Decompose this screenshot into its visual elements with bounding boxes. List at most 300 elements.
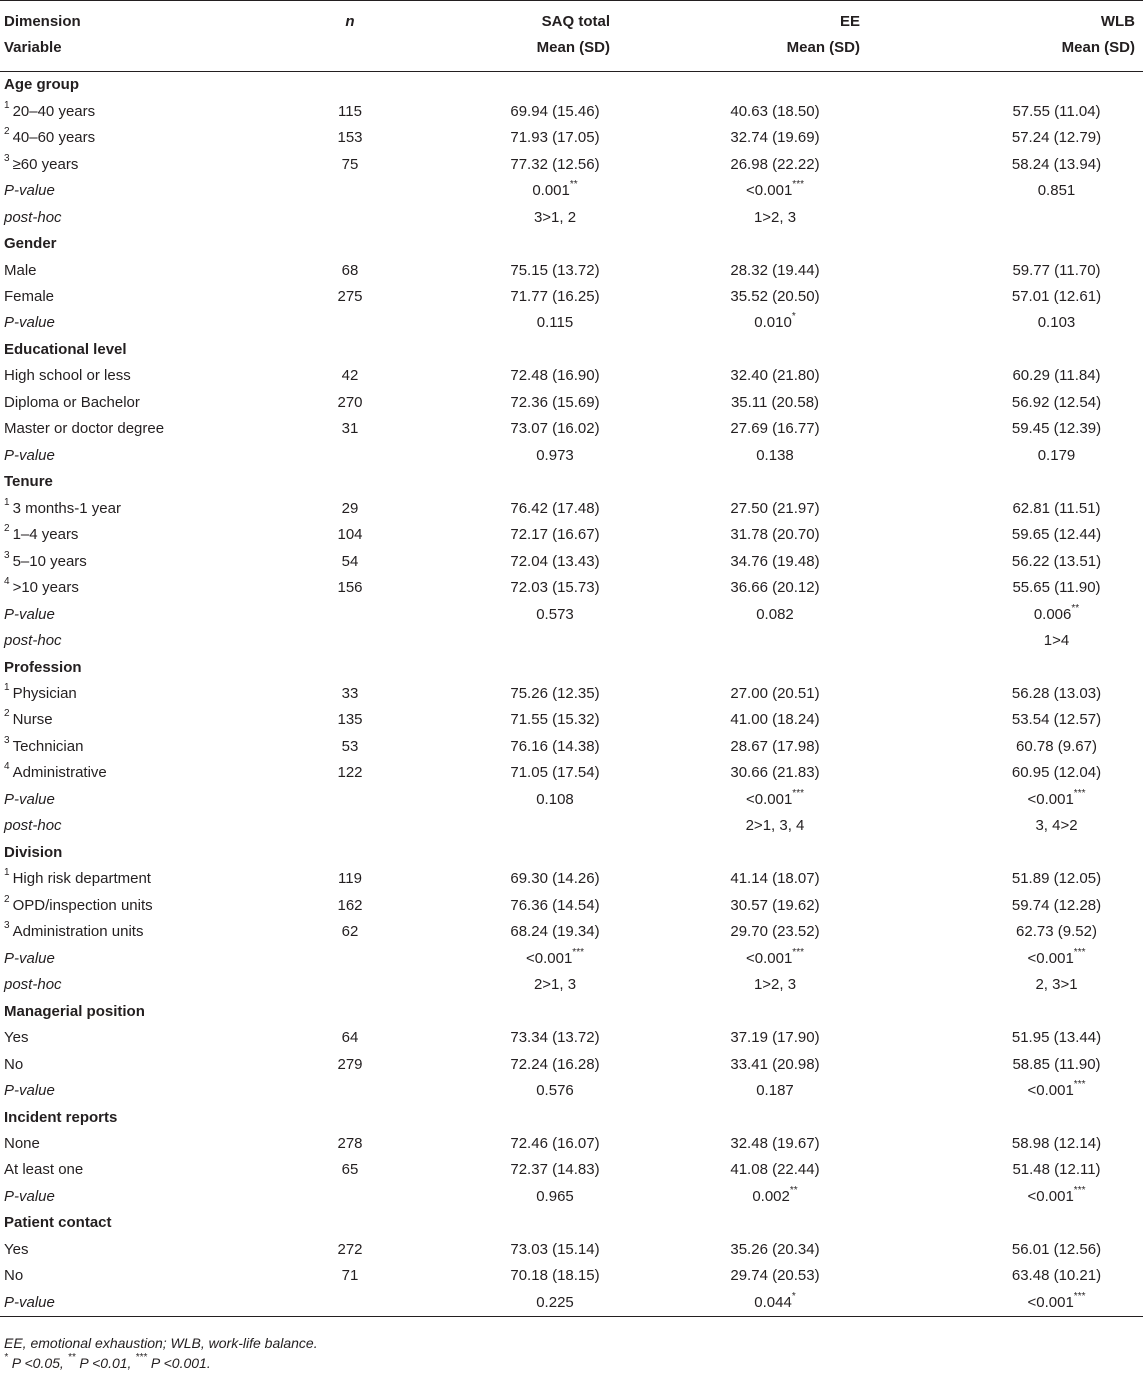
cell-ee — [640, 601, 890, 627]
row-label-text: P-value — [4, 949, 55, 967]
row-label-text: Gender — [4, 235, 57, 253]
cell-ee — [640, 1184, 890, 1210]
cell-value: 73.03 (15.14) — [510, 1240, 600, 1258]
cell-value: 33.41 (20.98) — [730, 1055, 820, 1073]
cell-wlb — [890, 231, 1143, 257]
cell-value: 56.28 (13.03) — [1011, 685, 1102, 703]
row-label — [0, 866, 270, 892]
cell-value: 37.19 (17.90) — [730, 1029, 820, 1047]
footnote-significance-marker: *** — [135, 1352, 148, 1364]
cell-value: 41.08 (22.44) — [730, 1161, 820, 1179]
cell-ee — [640, 337, 890, 363]
cell-value: 35.26 (20.34) — [730, 1240, 820, 1258]
cell-value: 0.001 — [532, 182, 570, 200]
cell-wlb — [890, 998, 1143, 1024]
cell-value: 29 — [341, 499, 359, 517]
row-label-text: 1–4 years — [12, 526, 79, 544]
cell-value: 59.74 (12.28) — [1011, 896, 1102, 914]
p-value-row — [0, 945, 1143, 971]
cell-value: 56.92 (12.54) — [1011, 393, 1102, 411]
row-label-text: Division — [4, 843, 63, 861]
row-index-marker: 1 — [4, 496, 10, 508]
cell-value: 1>2, 3 — [753, 208, 797, 226]
cell-ee — [640, 178, 890, 204]
cell-wlb — [890, 760, 1143, 786]
row-label — [0, 1078, 270, 1104]
cell-saq-total — [430, 548, 640, 574]
table-row — [0, 522, 1143, 548]
cell-value: 2, 3>1 — [1035, 976, 1078, 994]
cell-value: 278 — [337, 1134, 363, 1152]
cell-saq-total — [430, 231, 640, 257]
cell-n — [270, 813, 430, 839]
cell-value: 69.30 (14.26) — [510, 870, 600, 888]
cell-value: 71.77 (16.25) — [510, 287, 600, 305]
table-row — [0, 866, 1143, 892]
cell-saq-total — [430, 363, 640, 389]
cell-saq-total — [430, 1078, 640, 1104]
cell-saq-total — [430, 204, 640, 230]
table-row — [0, 1157, 1143, 1183]
cell-saq-total — [430, 257, 640, 283]
cell-saq-total — [430, 284, 640, 310]
cell-wlb — [890, 893, 1143, 919]
cell-value: 28.67 (17.98) — [730, 737, 820, 755]
group-header-row — [0, 1104, 1143, 1130]
cell-value: 51.89 (12.05) — [1011, 870, 1102, 888]
cell-saq-total — [430, 1263, 640, 1289]
cell-ee — [640, 72, 890, 99]
cell-ee — [640, 734, 890, 760]
row-label — [0, 972, 270, 998]
cell-saq-total — [430, 1025, 640, 1051]
footnote-text: P <0.01, — [75, 1355, 136, 1371]
cell-n — [270, 178, 430, 204]
cell-saq-total — [430, 972, 640, 998]
cell-value: 2>1, 3 — [533, 976, 577, 994]
row-label-text: 40–60 years — [12, 129, 96, 147]
cell-saq-total — [430, 72, 640, 99]
cell-wlb — [890, 310, 1143, 336]
row-label — [0, 787, 270, 813]
row-index-marker: 3 — [4, 734, 10, 746]
row-label-text: 20–40 years — [12, 102, 96, 120]
cell-n — [270, 601, 430, 627]
cell-value: 27.50 (21.97) — [730, 499, 820, 517]
cell-value: 41.00 (18.24) — [730, 711, 820, 729]
row-label — [0, 496, 270, 522]
cell-n — [270, 548, 430, 574]
post-hoc-row — [0, 628, 1143, 654]
cell-value: 60.29 (11.84) — [1012, 367, 1101, 385]
table-row — [0, 1131, 1143, 1157]
cell-value: 42 — [341, 367, 359, 385]
cell-wlb — [890, 204, 1143, 230]
cell-ee — [640, 310, 890, 336]
cell-value: 28.32 (19.44) — [730, 261, 820, 279]
cell-saq-total — [430, 919, 640, 945]
cell-value: 72.36 (15.69) — [510, 393, 600, 411]
cell-value: 279 — [337, 1055, 363, 1073]
cell-value: 56.22 (13.51) — [1011, 552, 1102, 570]
table-row — [0, 284, 1143, 310]
row-label-text: 3 months-1 year — [12, 499, 121, 517]
cell-n — [270, 1131, 430, 1157]
cell-value: 72.03 (15.73) — [510, 579, 600, 597]
cell-wlb — [890, 787, 1143, 813]
significance-marker: *** — [792, 787, 804, 799]
cell-wlb — [890, 98, 1143, 124]
cell-n — [270, 998, 430, 1024]
row-label — [0, 760, 270, 786]
cell-n — [270, 363, 430, 389]
group-header-row — [0, 840, 1143, 866]
cell-value: 51.48 (12.11) — [1012, 1161, 1101, 1179]
row-label — [0, 416, 270, 442]
cell-ee — [640, 1263, 890, 1289]
row-label-text: P-value — [4, 1187, 55, 1205]
cell-wlb — [890, 496, 1143, 522]
cell-n — [270, 1210, 430, 1236]
row-index-marker: 4 — [4, 761, 10, 773]
row-label-text: post-hoc — [4, 632, 62, 650]
cell-n — [270, 125, 430, 151]
cell-value: 0.044 — [754, 1293, 792, 1311]
cell-value: <0.001 — [1027, 1293, 1074, 1311]
header-wlb-mean-sd: Mean (SD) — [1061, 39, 1135, 56]
row-label — [0, 707, 270, 733]
cell-wlb — [890, 972, 1143, 998]
cell-n — [270, 681, 430, 707]
row-index-marker: 3 — [4, 152, 10, 164]
cell-ee — [640, 760, 890, 786]
cell-value: 162 — [337, 896, 363, 914]
cell-value: 72.48 (16.90) — [510, 367, 600, 385]
cell-n — [270, 443, 430, 469]
cell-wlb — [890, 575, 1143, 601]
cell-value: 68 — [341, 261, 359, 279]
group-header-row — [0, 998, 1143, 1024]
cell-ee — [640, 654, 890, 680]
cell-n — [270, 337, 430, 363]
header-n-blank — [270, 35, 430, 72]
cell-value: 77.32 (12.56) — [510, 155, 600, 173]
header-dimension: Dimension — [4, 13, 81, 30]
cell-value: 72.17 (16.67) — [510, 526, 600, 544]
row-label-text: P-value — [4, 1082, 55, 1100]
cell-value: 72.46 (16.07) — [510, 1134, 600, 1152]
cell-value: 31.78 (20.70) — [730, 526, 820, 544]
cell-ee — [640, 575, 890, 601]
row-label — [0, 72, 270, 99]
cell-wlb — [890, 919, 1143, 945]
cell-value: 53 — [341, 737, 359, 755]
cell-value: 59.45 (12.39) — [1011, 420, 1102, 438]
cell-value: 30.57 (19.62) — [730, 896, 820, 914]
cell-wlb — [890, 1184, 1143, 1210]
group-header-row — [0, 469, 1143, 495]
cell-value: 275 — [337, 287, 363, 305]
row-label — [0, 919, 270, 945]
cell-value: 0.108 — [536, 790, 574, 808]
cell-n — [270, 1290, 430, 1317]
row-label-text: P-value — [4, 605, 55, 623]
row-label-text: post-hoc — [4, 208, 62, 226]
significance-marker: * — [791, 1290, 796, 1302]
cell-value: 0.002 — [752, 1187, 790, 1205]
cell-n — [270, 1051, 430, 1077]
cell-value: <0.001 — [1027, 1082, 1074, 1100]
cell-saq-total — [430, 443, 640, 469]
row-label — [0, 681, 270, 707]
row-label-text: Age group — [4, 76, 79, 94]
group-header-row — [0, 231, 1143, 257]
row-label-text: Female — [4, 287, 55, 305]
header-saq-mean-sd: Mean (SD) — [536, 39, 610, 56]
cell-value: 115 — [338, 102, 362, 120]
cell-wlb — [890, 284, 1143, 310]
cell-wlb — [890, 443, 1143, 469]
cell-value: 156 — [337, 579, 363, 597]
cell-ee — [640, 1131, 890, 1157]
cell-n — [270, 1078, 430, 1104]
cell-n — [270, 1104, 430, 1130]
row-label-text: post-hoc — [4, 817, 62, 835]
cell-saq-total — [430, 787, 640, 813]
row-label — [0, 257, 270, 283]
row-label-text: Yes — [4, 1029, 29, 1047]
cell-ee — [640, 496, 890, 522]
table-row — [0, 760, 1143, 786]
cell-value: 32.48 (19.67) — [730, 1134, 820, 1152]
cell-ee — [640, 1290, 890, 1317]
cell-wlb — [890, 707, 1143, 733]
cell-saq-total — [430, 125, 640, 151]
cell-saq-total — [430, 1131, 640, 1157]
cell-value: 32.40 (21.80) — [730, 367, 820, 385]
cell-value: 57.55 (11.04) — [1012, 102, 1101, 120]
row-label-text: Diploma or Bachelor — [4, 393, 140, 411]
cell-value: 60.78 (9.67) — [1016, 737, 1097, 755]
row-label — [0, 1290, 270, 1317]
row-label — [0, 151, 270, 177]
row-label — [0, 1157, 270, 1183]
cell-n — [270, 707, 430, 733]
row-label-text: Tenure — [4, 473, 53, 491]
row-label-text: ≥60 years — [12, 155, 79, 173]
cell-n — [270, 1237, 430, 1263]
row-label-text: Administrative — [12, 764, 107, 782]
cell-value: 122 — [337, 764, 363, 782]
cell-value: 71.93 (17.05) — [510, 129, 600, 147]
cell-wlb — [890, 866, 1143, 892]
cell-ee — [640, 866, 890, 892]
cell-n — [270, 469, 430, 495]
cell-saq-total — [430, 601, 640, 627]
row-label — [0, 443, 270, 469]
cell-wlb — [890, 390, 1143, 416]
cell-value: 65 — [341, 1161, 359, 1179]
row-label-text: post-hoc — [4, 976, 62, 994]
cell-value: 0.082 — [756, 605, 794, 623]
footnote-significance-marker: * — [4, 1352, 8, 1364]
cell-wlb — [890, 654, 1143, 680]
cell-ee — [640, 390, 890, 416]
row-label-text: Master or doctor degree — [4, 420, 165, 438]
significance-marker: *** — [1073, 1079, 1086, 1091]
cell-value: 58.85 (11.90) — [1012, 1055, 1101, 1073]
cell-n — [270, 390, 430, 416]
row-label — [0, 310, 270, 336]
cell-saq-total — [430, 310, 640, 336]
cell-n — [270, 257, 430, 283]
cell-ee — [640, 443, 890, 469]
group-header-row — [0, 654, 1143, 680]
table-row — [0, 151, 1143, 177]
cell-value: 75 — [341, 155, 359, 173]
cell-value: 29.70 (23.52) — [730, 923, 820, 941]
row-label-text: Managerial position — [4, 1002, 145, 1020]
row-label-text: >10 years — [12, 579, 79, 597]
cell-n — [270, 98, 430, 124]
cell-value: <0.001 — [746, 949, 793, 967]
cell-ee — [640, 919, 890, 945]
row-label-text: Incident reports — [4, 1108, 118, 1126]
cell-ee — [640, 151, 890, 177]
p-value-row — [0, 1184, 1143, 1210]
cell-value: 76.42 (17.48) — [510, 499, 600, 517]
row-index-marker: 1 — [4, 682, 10, 694]
p-value-row — [0, 310, 1143, 336]
table-body — [0, 72, 1143, 1317]
cell-value: <0.001 — [1027, 949, 1074, 967]
row-label — [0, 945, 270, 971]
table-row — [0, 363, 1143, 389]
cell-value: 0.179 — [1037, 446, 1076, 464]
row-label-text: High risk department — [12, 870, 151, 888]
row-index-marker: 2 — [4, 708, 10, 720]
cell-wlb — [890, 1237, 1143, 1263]
cell-ee — [640, 416, 890, 442]
cell-ee — [640, 469, 890, 495]
cell-wlb — [890, 628, 1143, 654]
cell-value: 71.05 (17.54) — [510, 764, 600, 782]
header-saq-total: SAQ total — [541, 13, 610, 30]
cell-wlb — [890, 1157, 1143, 1183]
footnote-significance-marker: ** — [67, 1352, 76, 1364]
row-index-marker: 2 — [4, 126, 10, 138]
cell-wlb — [890, 1290, 1143, 1317]
table-row — [0, 1051, 1143, 1077]
cell-value: 73.07 (16.02) — [510, 420, 600, 438]
cell-wlb — [890, 601, 1143, 627]
cell-ee — [640, 257, 890, 283]
cell-ee — [640, 787, 890, 813]
cell-value: 57.24 (12.79) — [1011, 129, 1102, 147]
cell-value: 76.36 (14.54) — [510, 896, 600, 914]
cell-saq-total — [430, 734, 640, 760]
row-label-text: No — [4, 1055, 24, 1073]
row-label-text: P-value — [4, 790, 55, 808]
row-label-text: 5–10 years — [12, 552, 87, 570]
cell-n — [270, 1263, 430, 1289]
row-label — [0, 840, 270, 866]
cell-n — [270, 204, 430, 230]
cell-ee — [640, 1051, 890, 1077]
cell-saq-total — [430, 681, 640, 707]
cell-ee — [640, 840, 890, 866]
cell-value: 34.76 (19.48) — [730, 552, 820, 570]
cell-saq-total — [430, 628, 640, 654]
cell-value: 58.24 (13.94) — [1011, 155, 1102, 173]
significance-marker: ** — [789, 1184, 798, 1196]
cell-n — [270, 893, 430, 919]
cell-saq-total — [430, 654, 640, 680]
cell-value: 62 — [341, 923, 359, 941]
cell-saq-total — [430, 575, 640, 601]
row-label-text: Educational level — [4, 340, 127, 358]
cell-value: 0.115 — [536, 314, 574, 332]
cell-value: 2>1, 3, 4 — [745, 817, 805, 835]
cell-value: 135 — [337, 711, 363, 729]
cell-value: 36.66 (20.12) — [730, 579, 820, 597]
cell-ee — [640, 98, 890, 124]
row-index-marker: 4 — [4, 576, 10, 588]
significance-marker: *** — [1073, 946, 1086, 958]
table-row — [0, 390, 1143, 416]
significance-marker: *** — [1073, 787, 1086, 799]
cell-n — [270, 231, 430, 257]
cell-value: 29.74 (20.53) — [730, 1267, 820, 1285]
p-value-row — [0, 443, 1143, 469]
header-n: n — [345, 13, 355, 30]
significance-marker: *** — [792, 179, 804, 191]
footnote-text: P <0.05, — [7, 1355, 68, 1371]
cell-ee — [640, 707, 890, 733]
cell-ee — [640, 522, 890, 548]
cell-wlb — [890, 1051, 1143, 1077]
row-label — [0, 522, 270, 548]
cell-value: 35.52 (20.50) — [730, 287, 820, 305]
cell-n — [270, 72, 430, 99]
cell-value: 62.81 (11.51) — [1012, 499, 1101, 517]
row-label — [0, 813, 270, 839]
cell-ee — [640, 204, 890, 230]
cell-value: 3>1, 2 — [533, 208, 577, 226]
cell-value: 27.69 (16.77) — [730, 420, 820, 438]
cell-n — [270, 310, 430, 336]
cell-value: 72.04 (13.43) — [510, 552, 600, 570]
row-index-marker: 1 — [4, 99, 10, 111]
cell-value: 59.65 (12.44) — [1011, 526, 1102, 544]
row-index-marker: 3 — [4, 549, 10, 561]
cell-ee — [640, 628, 890, 654]
group-header-row — [0, 72, 1143, 99]
cell-value: 59.77 (11.70) — [1012, 261, 1101, 279]
row-label-text: At least one — [4, 1161, 84, 1179]
cell-value: 0.138 — [756, 446, 794, 464]
row-label — [0, 1025, 270, 1051]
cell-saq-total — [430, 1210, 640, 1236]
cell-value: 3, 4>2 — [1035, 817, 1078, 835]
cell-value: 70.18 (18.15) — [510, 1267, 600, 1285]
cell-n — [270, 151, 430, 177]
row-label-text: Male — [4, 261, 37, 279]
cell-ee — [640, 363, 890, 389]
row-label — [0, 1263, 270, 1289]
cell-saq-total — [430, 1184, 640, 1210]
cell-ee — [640, 548, 890, 574]
